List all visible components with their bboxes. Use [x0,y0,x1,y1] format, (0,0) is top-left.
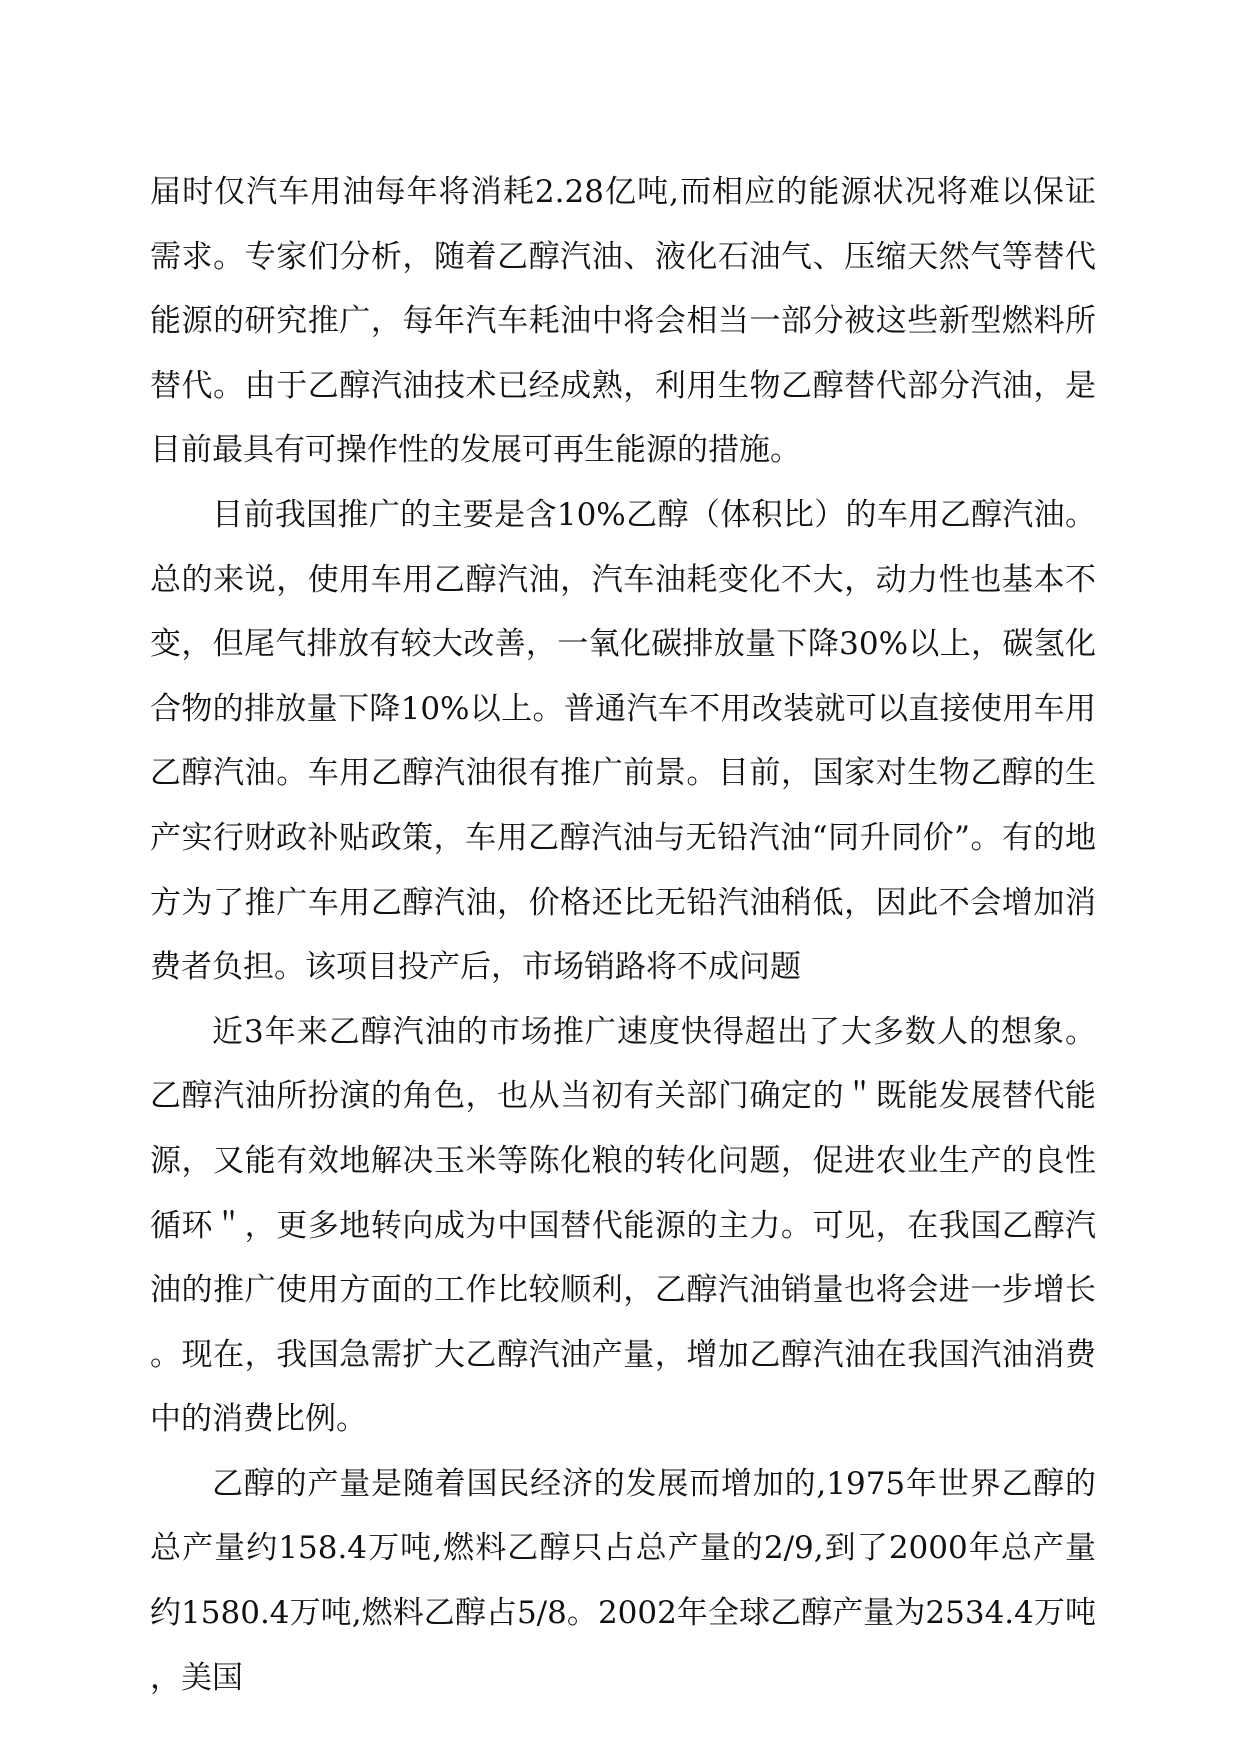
paragraph-4: 乙醇的产量是随着国民经济的发展而增加的,1975年世界乙醇的总产量约158.4万吨,燃料乙醇只占总产量的2/9,到了2000年总产量约1580.4万吨,燃料乙醇占5/8。2002年全球乙醇产量为2534.4万吨，美国 [150,1465,1096,1696]
paragraph-2: 目前我国推广的主要是含10%乙醇（体积比）的车用乙醇汽油。总的来说，使用车用乙醇汽油，汽车油耗变化不大，动力性也基本不变，但尾气排放有较大改善，一氧化碳排放量下降30%以上，碳氢化合物的排放量下降10%以上。普通汽车不用改装就可以直接使用车用乙醇汽油。车用乙醇汽油很有推广前景。目前，国家对生物乙醇的生产实行财政补贴政策，车用乙醇汽油与无铅汽油“同升同价”。有的地方为了推广车用乙醇汽油，价格还比无铅汽油稍低，因此不会增加消费者负担。该项目投产后，市场销路将不成问题 [150,496,1096,986]
paragraph-1: 届时仅汽车用油每年将消耗2.28亿吨,而相应的能源状况将难以保证需求。专家们分析，随着乙醇汽油、液化石油气、压缩天然气等替代能源的研究推广，每年汽车耗油中将会相当一部分被这些新型燃料所替代。由于乙醇汽油技术已经成熟，利用生物乙醇替代部分汽油，是目前最具有可操作性的发展可再生能源的措施。 [150,174,1096,469]
paragraph-3: 近3年来乙醇汽油的市场推广速度快得超出了大多数人的想象。乙醇汽油所扮演的角色，也从当初有关部门确定的＂既能发展替代能源，又能有效地解决玉米等陈化粮的转化问题，促进农业生产的良性循环＂，更多地转向成为中国替代能源的主力。可见，在我国乙醇汽油的推广使用方面的工作比较顺利，乙醇汽油销量也将会进一步增长。现在，我国急需扩大乙醇汽油产量，增加乙醇汽油在我国汽油消费中的消费比例。 [150,1013,1096,1438]
document-body [150,160,1096,1710]
